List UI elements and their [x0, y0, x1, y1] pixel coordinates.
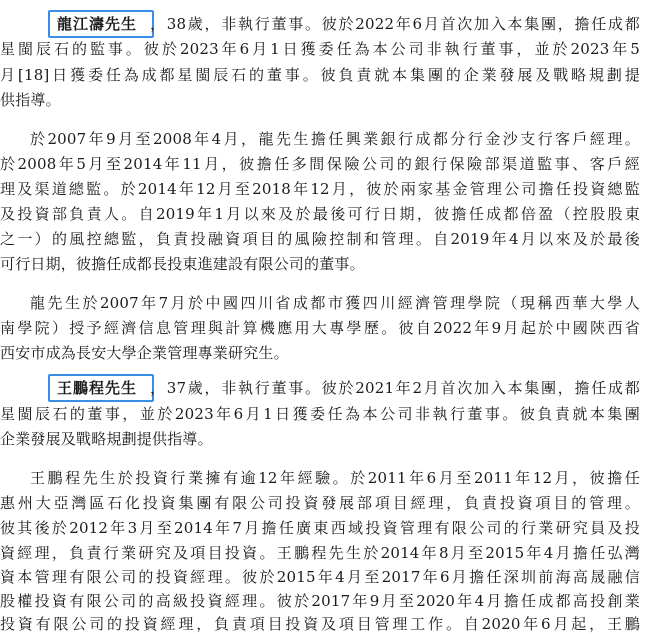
bio-line: 於2008年5月至2014年11月，彼擔任多間保險公司的銀行保險部渠道監事、客戶經 [0, 155, 640, 173]
bio-line: 王鵬程先生於投資行業擁有逾12年經驗。於2011年6月至2011年12月，彼擔任 [30, 469, 640, 487]
bio-line: 南學院）授予經濟信息管理與計算機應用大專學歷。彼自2022年9月起於中國陝西省 [0, 319, 640, 337]
bio-line: 月[18]日獲委任為成都星閩辰石的董事。彼負責就本集團的企業發展及戰略規劃提 [0, 66, 640, 84]
bio-line: 之一）的風控總監，負責投融資項目的風險控制和管理。自2019年4月以來及於最後 [0, 230, 640, 248]
bio-line: ，37歲，非執行董事。彼於2021年2月首次加入本集團，擔任成都 [150, 379, 640, 397]
bio-line: 惠州大亞灣區石化投資集團有限公司投資發展部項目經理，負責投資項目的管理。 [0, 494, 640, 512]
bio-line: 可行日期，彼擔任成都長投東進建設有限公司的董事。 [0, 255, 365, 273]
bio-line: 理及渠道總監。於2014年12月至2018年12月，彼於兩家基金管理公司擔任投資總監 [0, 180, 640, 198]
bio-line: 股權投資有限公司的高級投資經理。彼於2017年9月至2020年4月擔任成都高投創業 [0, 592, 640, 610]
bio-line: 龍先生於2007年7月於中國四川省成都市獲四川經濟管理學院（現稱西華大學人 [30, 294, 640, 312]
bio-line: 企業發展及戰略規劃提供指導。 [0, 430, 213, 448]
bio-line: 彼其後於2012年3月至2014年7月擔任廣東西域投資管理有限公司的行業研究員及投 [0, 519, 640, 537]
director-name-2: 王鵬程先生 [57, 379, 138, 397]
bio-line: 資本管理有限公司的投資經理。彼於2015年4月至2017年6月擔任深圳前海高晟融信 [0, 568, 640, 586]
bio-line: 投資有限公司的投資經理，負責項目投資及項目管理工作。自2020年6月起，王鵬 [0, 615, 640, 633]
bio-line: 星閩辰石的董事，並於2023年6月1日獲委任為本公司非執行董事。彼負責就本集團 [0, 405, 640, 423]
bio-line: 星閩辰石的監事。彼於2023年6月1日獲委任為本公司非執行董事，並於2023年5 [0, 40, 640, 58]
bio-line: 及投資部負責人。自2019年1月以來及於最後可行日期，彼擔任成都倍盈（控股股東 [0, 205, 640, 223]
bio-line: ，38歲，非執行董事。彼於2022年6月首次加入本集團，擔任成都 [150, 15, 640, 33]
bio-line: 於2007年9月至2008年4月，龍先生擔任興業銀行成都分行金沙支行客戶經理。 [30, 130, 640, 148]
bio-line: 資經理，負責行業研究及項目投資。王鵬程先生於2014年8月至2015年4月擔任弘灣 [0, 544, 640, 562]
director-name-1: 龍江濤先生 [57, 15, 138, 33]
bio-line: 西安市成為長安大學企業管理專業研究生。 [0, 344, 289, 362]
bio-line: 供指導。 [0, 91, 61, 109]
